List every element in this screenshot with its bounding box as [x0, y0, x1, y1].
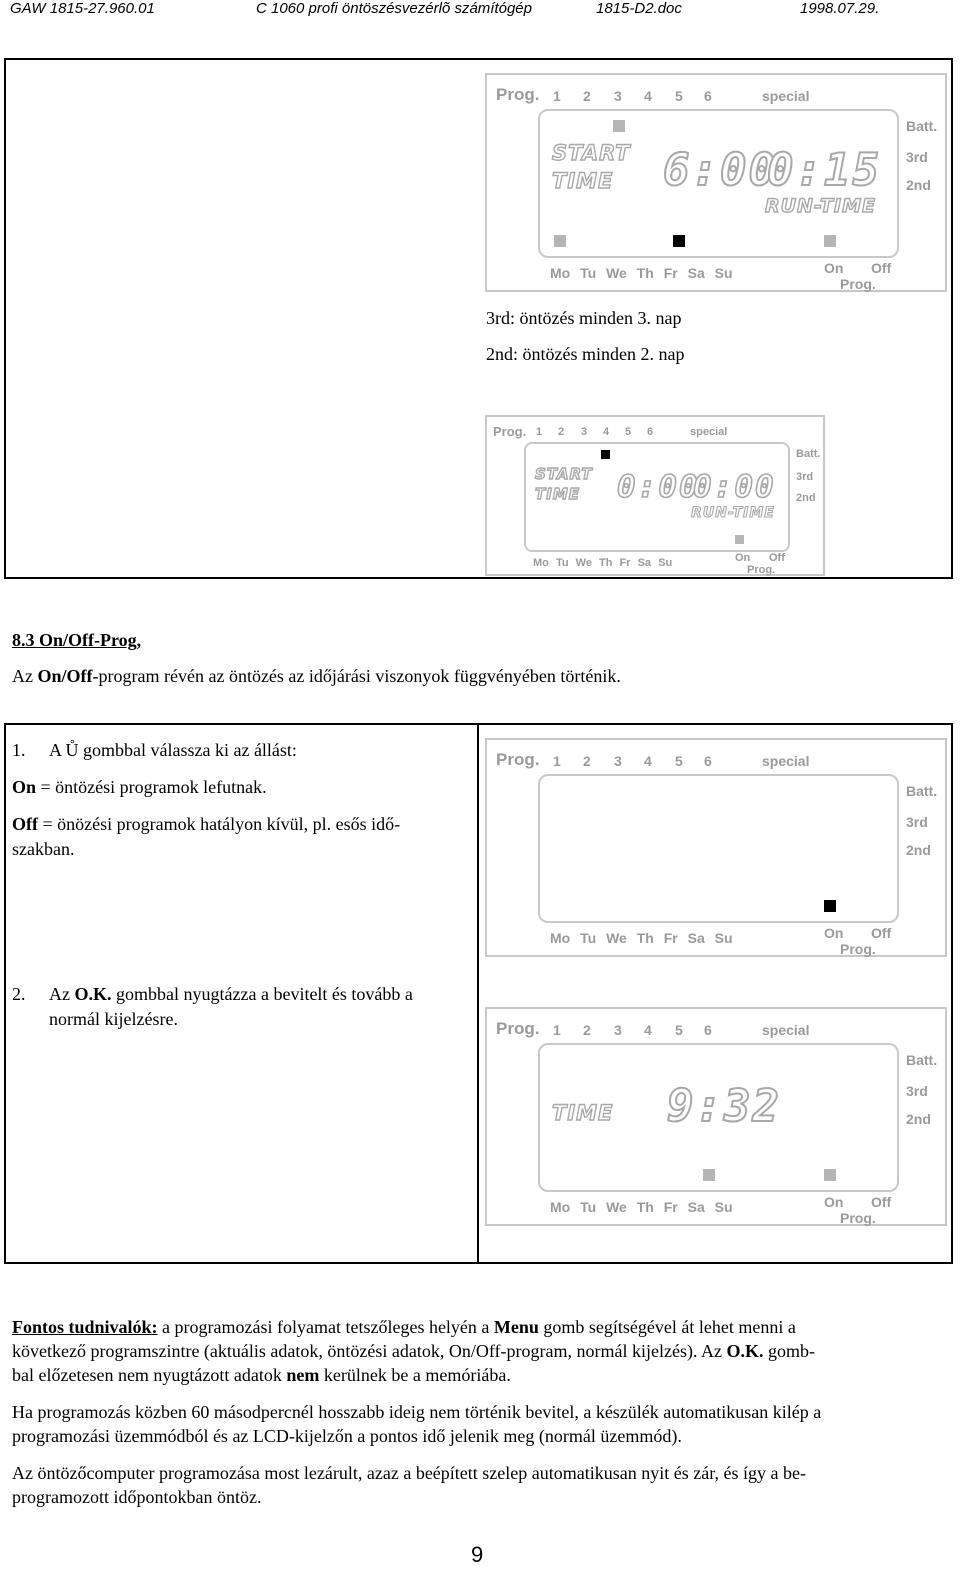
important-line-2: [12, 1339, 815, 1363]
lcd-prog-2: 2: [583, 753, 591, 769]
lcd-prog-label: Prog.: [493, 424, 527, 439]
lcd-indicator-square-active: [824, 900, 836, 912]
lcd-prog-bottom: Prog.: [840, 1210, 876, 1226]
lcd-prog-3: 3: [614, 753, 622, 769]
lcd-prog-label: Prog.: [496, 750, 540, 769]
lcd-indicator-square-active: [601, 450, 610, 459]
timeout-line-2: programozási üzemmódból és az LCD-kijelzőn a pontos idő jelenik meg (normál üzemmód).: [12, 1426, 682, 1446]
lcd-day-sa: Sa: [687, 930, 705, 946]
step-1: [12, 738, 297, 762]
lcd-special: special: [762, 1022, 810, 1038]
step-off: [12, 812, 400, 836]
important-text: a programozási folyamat tetszőleges helyén a: [157, 1317, 494, 1337]
lcd-on: On: [824, 260, 844, 276]
lcd-day-fr: Fr: [663, 930, 678, 946]
lcd-special: special: [762, 88, 810, 104]
column-divider: [477, 723, 479, 1264]
lcd-prog-4: 4: [603, 426, 610, 438]
closing-line-1: Az öntözőcomputer programozása most lezárult, azaz a beépített szelep automatikusan nyit és zár, és így a be-: [12, 1463, 806, 1483]
intro-text: -program révén az öntözés az időjárási viszonyok függvényében történik.: [92, 666, 621, 686]
lcd-display-zero: [485, 415, 825, 576]
lcd-special: special: [690, 426, 728, 438]
off-label: Off: [12, 814, 38, 834]
lcd-days: [550, 1199, 733, 1215]
lcd-off: Off: [871, 260, 892, 276]
lcd-batt: Batt.: [906, 118, 938, 134]
lcd-3rd: 3rd: [906, 814, 928, 830]
lcd-display-time: [485, 1007, 947, 1226]
lcd-prog-1: 1: [553, 753, 561, 769]
lcd-days: [550, 265, 733, 281]
lcd-days: [550, 930, 733, 946]
step-number: 1.: [12, 740, 26, 760]
lcd-3rd: 3rd: [906, 149, 928, 165]
lcd-indicator-square: [703, 1169, 715, 1181]
lcd-off: Off: [871, 925, 892, 941]
lcd-prog-1: 1: [536, 426, 543, 438]
important-label: Fontos tudnivalók:: [12, 1317, 158, 1337]
lcd-2nd: 2nd: [796, 492, 816, 504]
lcd-prog-2: 2: [583, 88, 591, 104]
lcd-batt: Batt.: [906, 1052, 938, 1068]
lcd-on: On: [735, 552, 751, 564]
lcd-prog-6: 6: [704, 88, 712, 104]
lcd-2nd: 2nd: [906, 1111, 931, 1127]
lcd-prog-4: 4: [644, 88, 652, 104]
lcd-prog-5: 5: [675, 753, 683, 769]
lcd-day-th: Th: [636, 930, 654, 946]
lcd-prog-6: 6: [704, 753, 712, 769]
ok-label: O.K.: [726, 1341, 764, 1361]
step-text: Az: [49, 984, 75, 1004]
lcd-day-mo: Mo: [550, 930, 571, 946]
lcd-prog-2: 2: [558, 426, 565, 438]
lcd-prog-3: 3: [581, 426, 588, 438]
lcd-day-we: We: [606, 265, 627, 281]
lcd-day-fr: Fr: [663, 265, 678, 281]
lcd-prog-bottom: Prog.: [840, 941, 876, 957]
lcd-indicator-square: [735, 535, 744, 544]
nem-label: nem: [286, 1365, 320, 1385]
lcd-clock-value: 9:32: [667, 1081, 781, 1132]
lcd-run-time-value: 0:00: [693, 469, 776, 505]
lcd-day-tu: Tu: [580, 265, 597, 281]
lcd-start-label: START: [552, 141, 631, 165]
lcd-3rd: 3rd: [796, 471, 814, 483]
step-number: 2.: [12, 984, 26, 1004]
lcd-run-time-value: 0:15: [767, 145, 881, 196]
lcd-day-sa: Sa: [637, 557, 652, 569]
important-text: kerülnek be a memóriába.: [319, 1365, 511, 1385]
step-text: A Ů gombbal válassza ki az állást:: [49, 740, 297, 760]
ok-label: O.K.: [74, 984, 112, 1004]
lcd-day-sa: Sa: [687, 1199, 705, 1215]
section-heading: 8.3 On/Off-Prog,: [12, 630, 142, 650]
menu-label: Menu: [493, 1317, 539, 1337]
lcd-prog-5: 5: [625, 426, 632, 438]
important-text: gomb-: [763, 1341, 815, 1361]
lcd-indicator-square: [824, 1169, 836, 1181]
lcd-3rd: 3rd: [906, 1083, 928, 1099]
lcd-prog-6: 6: [704, 1022, 712, 1038]
lcd-prog-label: Prog.: [496, 85, 540, 104]
lcd-time-label: TIME: [552, 169, 614, 193]
doc-title: C 1060 profi öntöszésvezérlõ számítógép: [256, 0, 532, 17]
lcd-prog-3: 3: [614, 1022, 622, 1038]
note-2nd: 2nd: öntözés minden 2. nap: [486, 344, 685, 364]
lcd-prog-label: Prog.: [496, 1019, 540, 1038]
lcd-2nd: 2nd: [906, 177, 931, 193]
lcd-day-th: Th: [599, 557, 613, 569]
doc-id: GAW 1815-27.960.01: [10, 0, 155, 17]
lcd-display-start-runtime: [485, 73, 947, 292]
lcd-off: Off: [769, 552, 785, 564]
note-3rd: 3rd: öntözés minden 3. nap: [486, 308, 682, 328]
lcd-prog-4: 4: [644, 1022, 652, 1038]
lcd-day-su: Su: [714, 265, 733, 281]
lcd-day-su: Su: [714, 1199, 733, 1215]
lcd-indicator-square: [613, 120, 625, 132]
important-line-1: [12, 1315, 796, 1339]
lcd-on: On: [824, 1194, 844, 1210]
lcd-run-time-label: RUN-TIME: [691, 505, 775, 521]
lcd-day-mo: Mo: [533, 557, 549, 569]
lcd-start-time-value: 6:00: [663, 145, 777, 196]
lcd-prog-4: 4: [644, 753, 652, 769]
important-text: bal előzetesen nem nyugtázott adatok: [12, 1365, 287, 1385]
lcd-day-we: We: [606, 930, 627, 946]
lcd-prog-1: 1: [553, 1022, 561, 1038]
lcd-prog-2: 2: [583, 1022, 591, 1038]
section-intro: [12, 664, 621, 688]
step-2: [12, 982, 413, 1006]
lcd-prog-bottom: Prog.: [747, 564, 776, 576]
lcd-special: special: [762, 753, 810, 769]
lcd-prog-5: 5: [675, 88, 683, 104]
lcd-day-mo: Mo: [550, 1199, 571, 1215]
lcd-prog-bottom: Prog.: [840, 276, 876, 292]
step-on: [12, 775, 267, 799]
intro-bold: On/Off: [37, 666, 93, 686]
lcd-indicator-square: [824, 235, 836, 247]
step-2-cont: normál kijelzésre.: [49, 1009, 178, 1029]
page-number: 9: [471, 1542, 484, 1567]
lcd-2nd: 2nd: [906, 842, 931, 858]
lcd-day-tu: Tu: [555, 557, 569, 569]
doc-file: 1815-D2.doc: [596, 0, 682, 17]
lcd-batt: Batt.: [796, 448, 821, 460]
lcd-prog-1: 1: [553, 88, 561, 104]
lcd-time-label: TIME: [535, 485, 580, 503]
lcd-batt: Batt.: [906, 783, 938, 799]
lcd-day-we: We: [575, 557, 592, 569]
on-text: = öntözési programok lefutnak.: [36, 777, 267, 797]
lcd-off: Off: [871, 1194, 892, 1210]
lcd-day-fr: Fr: [663, 1199, 678, 1215]
lcd-on: On: [824, 925, 844, 941]
lcd-day-fr: Fr: [619, 557, 631, 569]
closing-line-2: programozott időpontokban öntöz.: [12, 1487, 262, 1507]
lcd-day-tu: Tu: [580, 930, 597, 946]
lcd-prog-6: 6: [647, 426, 654, 438]
lcd-day-th: Th: [636, 1199, 654, 1215]
important-line-3: [12, 1363, 511, 1387]
important-text: következő programszintre (aktuális adatok, öntözési adatok, On/Off-program, normál kijelzés). Az: [12, 1341, 727, 1361]
lcd-indicator-square-active: [673, 235, 685, 247]
lcd-indicator-square: [554, 235, 566, 247]
lcd-prog-3: 3: [614, 88, 622, 104]
timeout-line-1: Ha programozás közben 60 másodpercnél hosszabb ideig nem történik bevitel, a készülék automatikusan kilép a: [12, 1402, 822, 1422]
lcd-display-onoff: [485, 738, 947, 957]
important-text: gomb segítségével át lehet menni a: [538, 1317, 796, 1337]
lcd-run-time-label: RUN-TIME: [765, 195, 876, 217]
lcd-time-label: TIME: [552, 1101, 614, 1125]
on-label: On: [12, 777, 37, 797]
step-text: gombbal nyugtázza a bevitelt és tovább a: [111, 984, 413, 1004]
intro-text: Az: [12, 666, 38, 686]
lcd-day-tu: Tu: [580, 1199, 597, 1215]
doc-date: 1998.07.29.: [800, 0, 880, 17]
lcd-day-su: Su: [714, 930, 733, 946]
lcd-start-label: START: [535, 465, 593, 483]
lcd-day-mo: Mo: [550, 265, 571, 281]
step-off-cont: szakban.: [12, 839, 75, 859]
lcd-day-su: Su: [658, 557, 673, 569]
lcd-day-th: Th: [636, 265, 654, 281]
lcd-day-sa: Sa: [687, 265, 705, 281]
lcd-days: [533, 557, 672, 569]
lcd-start-time-value: 0:00: [617, 469, 700, 505]
lcd-day-we: We: [606, 1199, 627, 1215]
off-text: = önözési programok hatályon kívül, pl. esős idő-: [38, 814, 401, 834]
lcd-prog-5: 5: [675, 1022, 683, 1038]
